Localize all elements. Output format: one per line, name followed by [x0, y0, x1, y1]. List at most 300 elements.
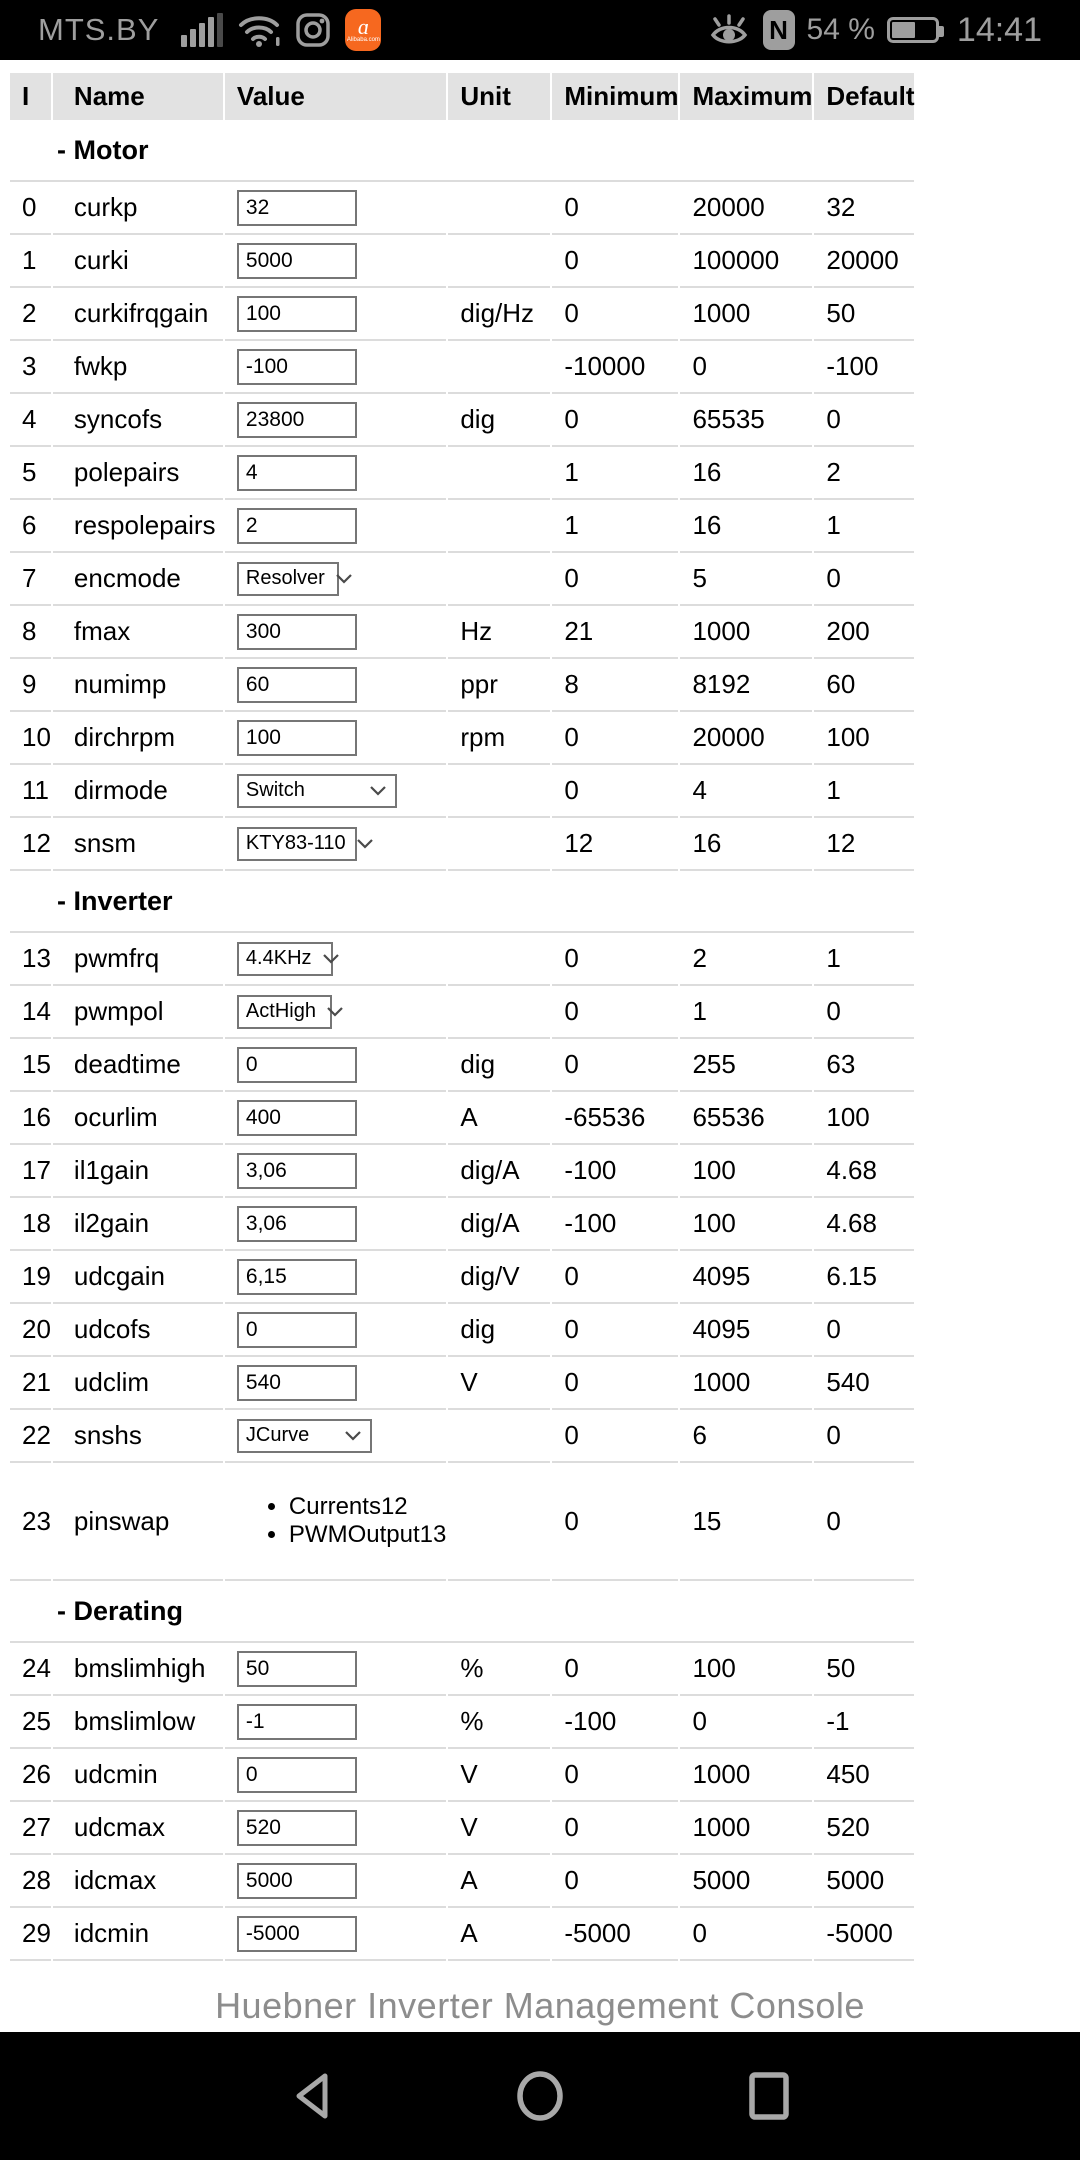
param-unit: Hz	[448, 606, 550, 659]
param-row	[10, 235, 914, 288]
param-minimum: 0	[552, 1855, 678, 1908]
param-row	[10, 818, 914, 871]
param-unit: dig	[448, 1304, 550, 1357]
param-maximum: 16	[680, 818, 812, 871]
param-unit	[448, 1410, 550, 1463]
param-name: numimp	[53, 659, 223, 712]
param-value-cell	[225, 447, 446, 500]
fmax-input[interactable]	[237, 614, 357, 650]
param-row	[10, 553, 914, 606]
param-maximum: 4	[680, 765, 812, 818]
respolepairs-input[interactable]	[237, 508, 357, 544]
param-maximum: 5000	[680, 1855, 812, 1908]
param-row	[10, 447, 914, 500]
param-row	[10, 933, 914, 986]
param-value-cell	[225, 1463, 446, 1581]
snsm-select[interactable]	[237, 827, 357, 861]
param-default: 50	[814, 1643, 914, 1696]
param-maximum: 65535	[680, 394, 812, 447]
chevron-down-icon	[335, 573, 353, 584]
param-value-cell	[225, 933, 446, 986]
select-value: ActHigh	[245, 1000, 316, 1023]
param-value-cell	[225, 1145, 446, 1198]
param-name: bmslimhigh	[53, 1643, 223, 1696]
param-default: 2	[814, 447, 914, 500]
param-row	[10, 1908, 914, 1961]
udcmax-input[interactable]	[237, 1810, 357, 1846]
chevron-down-icon	[322, 953, 340, 964]
param-name: curkp	[53, 182, 223, 235]
param-row	[10, 500, 914, 553]
pinswap-flag-list	[237, 1493, 446, 1549]
param-row	[10, 1802, 914, 1855]
recents-icon[interactable]	[747, 2071, 791, 2121]
param-minimum: 12	[552, 818, 678, 871]
param-unit: V	[448, 1749, 550, 1802]
param-row	[10, 288, 914, 341]
param-name: idcmin	[53, 1908, 223, 1961]
param-row	[10, 1463, 914, 1581]
param-minimum: 0	[552, 1410, 678, 1463]
select-value: Resolver	[245, 567, 325, 590]
param-index: 3	[10, 341, 51, 394]
param-name: snsm	[53, 818, 223, 871]
param-index: 16	[10, 1092, 51, 1145]
deadtime-input[interactable]	[237, 1047, 357, 1083]
param-unit	[448, 818, 550, 871]
param-index: 14	[10, 986, 51, 1039]
section-row	[10, 120, 914, 182]
param-maximum: 4095	[680, 1251, 812, 1304]
param-minimum: 0	[552, 1251, 678, 1304]
param-default: 5000	[814, 1855, 914, 1908]
param-name: dirchrpm	[53, 712, 223, 765]
il2gain-input[interactable]	[237, 1206, 357, 1242]
param-unit	[448, 933, 550, 986]
param-minimum: 0	[552, 933, 678, 986]
curkp-input[interactable]	[237, 190, 357, 226]
bmslimhigh-input[interactable]	[237, 1651, 357, 1687]
select-value: KTY83-110	[245, 832, 346, 855]
param-value-cell	[225, 765, 446, 818]
param-index: 25	[10, 1696, 51, 1749]
chevron-down-icon	[369, 785, 387, 796]
param-value-cell	[225, 500, 446, 553]
curki-input[interactable]	[237, 243, 357, 279]
param-name: udclim	[53, 1357, 223, 1410]
param-name: respolepairs	[53, 500, 223, 553]
column-header-i: I	[10, 73, 51, 120]
param-minimum: 0	[552, 235, 678, 288]
param-row	[10, 1304, 914, 1357]
param-index: 5	[10, 447, 51, 500]
param-maximum: 15	[680, 1463, 812, 1581]
param-unit: V	[448, 1357, 550, 1410]
param-index: 20	[10, 1304, 51, 1357]
param-maximum: 1000	[680, 1357, 812, 1410]
param-name: pinswap	[53, 1463, 223, 1581]
param-minimum: -100	[552, 1145, 678, 1198]
param-minimum: 0	[552, 394, 678, 447]
param-default: -5000	[814, 1908, 914, 1961]
section-row	[10, 871, 914, 933]
param-value-cell	[225, 1357, 446, 1410]
param-maximum: 16	[680, 500, 812, 553]
param-name: udcofs	[53, 1304, 223, 1357]
column-header-value: Value	[225, 73, 446, 120]
param-index: 9	[10, 659, 51, 712]
param-index: 19	[10, 1251, 51, 1304]
param-name: bmslimlow	[53, 1696, 223, 1749]
param-index: 22	[10, 1410, 51, 1463]
param-minimum: -100	[552, 1696, 678, 1749]
param-index: 18	[10, 1198, 51, 1251]
param-default: 100	[814, 712, 914, 765]
param-maximum: 255	[680, 1039, 812, 1092]
param-unit: dig/V	[448, 1251, 550, 1304]
param-minimum: -5000	[552, 1908, 678, 1961]
param-unit	[448, 765, 550, 818]
param-default: 60	[814, 659, 914, 712]
param-unit: V	[448, 1802, 550, 1855]
idcmax-input[interactable]	[237, 1863, 357, 1899]
section-header: - Derating	[10, 1581, 914, 1643]
param-row	[10, 1749, 914, 1802]
param-unit: A	[448, 1855, 550, 1908]
param-row	[10, 659, 914, 712]
param-unit: ppr	[448, 659, 550, 712]
param-index: 15	[10, 1039, 51, 1092]
param-row	[10, 1039, 914, 1092]
param-maximum: 1	[680, 986, 812, 1039]
chevron-down-icon	[344, 1430, 362, 1441]
param-maximum: 100	[680, 1145, 812, 1198]
param-maximum: 100	[680, 1643, 812, 1696]
param-default: 1	[814, 500, 914, 553]
param-maximum: 5	[680, 553, 812, 606]
clock-label: 14:41	[956, 10, 1042, 49]
param-default: 1	[814, 933, 914, 986]
param-row	[10, 1696, 914, 1749]
param-index: 8	[10, 606, 51, 659]
idcmin-input[interactable]	[237, 1916, 357, 1952]
param-default: 4.68	[814, 1198, 914, 1251]
udcofs-input[interactable]	[237, 1312, 357, 1348]
param-minimum: 0	[552, 1643, 678, 1696]
param-name: ocurlim	[53, 1092, 223, 1145]
param-value-cell	[225, 182, 446, 235]
param-index: 29	[10, 1908, 51, 1961]
param-value-cell	[225, 1696, 446, 1749]
param-unit: dig/A	[448, 1198, 550, 1251]
param-index: 4	[10, 394, 51, 447]
param-default: 540	[814, 1357, 914, 1410]
param-minimum: 0	[552, 1039, 678, 1092]
snshs-select[interactable]	[237, 1419, 372, 1453]
param-value-cell	[225, 1304, 446, 1357]
battery-percent-label: 54 %	[806, 13, 875, 46]
param-unit: A	[448, 1092, 550, 1145]
param-index: 0	[10, 182, 51, 235]
param-name: il2gain	[53, 1198, 223, 1251]
param-default: 0	[814, 1463, 914, 1581]
param-name: polepairs	[53, 447, 223, 500]
param-unit: dig	[448, 1039, 550, 1092]
param-minimum: 0	[552, 553, 678, 606]
param-index: 11	[10, 765, 51, 818]
curkifrqgain-input[interactable]	[237, 296, 357, 332]
param-row	[10, 1855, 914, 1908]
param-default: 520	[814, 1802, 914, 1855]
chevron-down-icon	[356, 838, 374, 849]
param-row	[10, 1145, 914, 1198]
param-unit	[448, 447, 550, 500]
numimp-input[interactable]	[237, 667, 357, 703]
param-default: 50	[814, 288, 914, 341]
select-value: JCurve	[245, 1424, 310, 1447]
param-minimum: 21	[552, 606, 678, 659]
param-name: syncofs	[53, 394, 223, 447]
column-header-default: Default	[814, 73, 914, 120]
param-name: udcmax	[53, 1802, 223, 1855]
param-value-cell	[225, 659, 446, 712]
param-minimum: -100	[552, 1198, 678, 1251]
encmode-select[interactable]	[237, 562, 339, 596]
param-value-cell	[225, 986, 446, 1039]
param-name: pwmfrq	[53, 933, 223, 986]
status-bar	[0, 0, 1080, 60]
param-minimum: 0	[552, 182, 678, 235]
param-name: snshs	[53, 1410, 223, 1463]
param-value-cell	[225, 1908, 446, 1961]
param-index: 27	[10, 1802, 51, 1855]
param-index: 10	[10, 712, 51, 765]
param-minimum: 0	[552, 1463, 678, 1581]
home-icon[interactable]	[515, 2071, 565, 2121]
param-maximum: 4095	[680, 1304, 812, 1357]
param-default: -1	[814, 1696, 914, 1749]
param-minimum: 0	[552, 712, 678, 765]
nfc-icon: N	[763, 10, 795, 50]
wifi-icon	[237, 11, 281, 49]
param-name: il1gain	[53, 1145, 223, 1198]
param-default: 200	[814, 606, 914, 659]
param-name: udcmin	[53, 1749, 223, 1802]
pwmfrq-select[interactable]	[237, 942, 333, 976]
param-value-cell	[225, 1410, 446, 1463]
param-value-cell	[225, 818, 446, 871]
fwkp-input[interactable]	[237, 349, 357, 385]
param-minimum: -65536	[552, 1092, 678, 1145]
param-row	[10, 606, 914, 659]
column-header-unit: Unit	[448, 73, 550, 120]
param-value-cell	[225, 341, 446, 394]
param-name: curki	[53, 235, 223, 288]
dirmode-select[interactable]	[237, 774, 397, 808]
param-name: fmax	[53, 606, 223, 659]
param-default: 100	[814, 1092, 914, 1145]
param-default: 4.68	[814, 1145, 914, 1198]
column-header-name: Name	[53, 73, 223, 120]
list-item: • PWMOutput13	[289, 1521, 446, 1549]
param-default: 450	[814, 1749, 914, 1802]
param-value-cell	[225, 1251, 446, 1304]
param-name: pwmpol	[53, 986, 223, 1039]
param-default: 0	[814, 986, 914, 1039]
column-header-minimum: Minimum	[552, 73, 678, 120]
param-minimum: 0	[552, 1802, 678, 1855]
section-header: - Motor	[10, 120, 914, 182]
param-index: 1	[10, 235, 51, 288]
param-maximum: 20000	[680, 182, 812, 235]
param-value-cell	[225, 606, 446, 659]
param-name: fwkp	[53, 341, 223, 394]
param-value-cell	[225, 1092, 446, 1145]
param-default: 0	[814, 553, 914, 606]
il1gain-input[interactable]	[237, 1153, 357, 1189]
carrier-label: MTS.BY	[38, 12, 160, 47]
param-maximum: 1000	[680, 606, 812, 659]
param-minimum: 0	[552, 986, 678, 1039]
param-value-cell	[225, 712, 446, 765]
udcgain-input[interactable]	[237, 1259, 357, 1295]
param-unit: rpm	[448, 712, 550, 765]
param-value-cell	[225, 1198, 446, 1251]
param-name: udcgain	[53, 1251, 223, 1304]
param-index: 24	[10, 1643, 51, 1696]
param-value-cell	[225, 1643, 446, 1696]
param-value-cell	[225, 553, 446, 606]
polepairs-input[interactable]	[237, 455, 357, 491]
param-value-cell	[225, 394, 446, 447]
param-minimum: 0	[552, 288, 678, 341]
udcmin-input[interactable]	[237, 1757, 357, 1793]
param-row	[10, 712, 914, 765]
param-default: -100	[814, 341, 914, 394]
pwmpol-select[interactable]	[237, 995, 332, 1029]
section-row	[10, 1581, 914, 1643]
param-unit	[448, 986, 550, 1039]
param-maximum: 20000	[680, 712, 812, 765]
param-row	[10, 1251, 914, 1304]
instagram-icon	[295, 12, 331, 48]
select-value: 4.4KHz	[245, 947, 312, 970]
param-name: dirmode	[53, 765, 223, 818]
param-default: 0	[814, 1410, 914, 1463]
param-maximum: 1000	[680, 1749, 812, 1802]
param-minimum: 1	[552, 500, 678, 553]
param-maximum: 8192	[680, 659, 812, 712]
page-content	[0, 60, 1080, 2032]
param-maximum: 100000	[680, 235, 812, 288]
param-index: 6	[10, 500, 51, 553]
section-header: - Inverter	[10, 871, 914, 933]
param-default: 12	[814, 818, 914, 871]
param-maximum: 100	[680, 1198, 812, 1251]
param-unit	[448, 235, 550, 288]
param-maximum: 0	[680, 1696, 812, 1749]
param-value-cell	[225, 1855, 446, 1908]
param-maximum: 1000	[680, 288, 812, 341]
param-minimum: -10000	[552, 341, 678, 394]
select-value: Switch	[245, 779, 305, 802]
param-unit: %	[448, 1643, 550, 1696]
param-maximum: 65536	[680, 1092, 812, 1145]
dirchrpm-input[interactable]	[237, 720, 357, 756]
param-maximum: 16	[680, 447, 812, 500]
param-unit: dig	[448, 394, 550, 447]
eye-comfort-icon	[707, 11, 751, 49]
param-name: deadtime	[53, 1039, 223, 1092]
param-index: 17	[10, 1145, 51, 1198]
param-minimum: 1	[552, 447, 678, 500]
udclim-input[interactable]	[237, 1365, 357, 1401]
param-unit	[448, 553, 550, 606]
param-default: 20000	[814, 235, 914, 288]
param-value-cell	[225, 1749, 446, 1802]
param-index: 28	[10, 1855, 51, 1908]
signal-strength-icon	[181, 13, 223, 47]
syncofs-input[interactable]	[237, 402, 357, 438]
param-row	[10, 1357, 914, 1410]
param-row	[10, 1092, 914, 1145]
param-default: 32	[814, 182, 914, 235]
param-row	[10, 986, 914, 1039]
param-index: 12	[10, 818, 51, 871]
param-index: 21	[10, 1357, 51, 1410]
param-unit	[448, 1463, 550, 1581]
param-unit	[448, 341, 550, 394]
param-name: curkifrqgain	[53, 288, 223, 341]
param-maximum: 0	[680, 1908, 812, 1961]
param-name: encmode	[53, 553, 223, 606]
param-minimum: 8	[552, 659, 678, 712]
alibaba-app-icon: ɑ Alibaba.com	[345, 9, 381, 51]
param-row	[10, 182, 914, 235]
param-row	[10, 1643, 914, 1696]
parameters-table	[8, 73, 916, 1961]
android-nav-bar	[0, 2032, 1080, 2160]
param-index: 26	[10, 1749, 51, 1802]
bmslimlow-input[interactable]	[237, 1704, 357, 1740]
param-value-cell	[225, 1039, 446, 1092]
battery-icon	[887, 17, 939, 43]
param-default: 63	[814, 1039, 914, 1092]
ocurlim-input[interactable]	[237, 1100, 357, 1136]
param-index: 23	[10, 1463, 51, 1581]
param-default: 0	[814, 1304, 914, 1357]
param-maximum: 1000	[680, 1802, 812, 1855]
param-name: idcmax	[53, 1855, 223, 1908]
param-row	[10, 341, 914, 394]
back-icon[interactable]	[289, 2071, 333, 2121]
param-maximum: 0	[680, 341, 812, 394]
param-unit: %	[448, 1696, 550, 1749]
param-index: 2	[10, 288, 51, 341]
param-value-cell	[225, 1802, 446, 1855]
column-header-maximum: Maximum	[680, 73, 812, 120]
param-unit: A	[448, 1908, 550, 1961]
param-default: 1	[814, 765, 914, 818]
chevron-down-icon	[326, 1006, 344, 1017]
table-header-row	[10, 73, 914, 120]
page-title: Huebner Inverter Management Console	[215, 1985, 865, 2026]
param-index: 13	[10, 933, 51, 986]
param-minimum: 0	[552, 1304, 678, 1357]
param-unit: dig/A	[448, 1145, 550, 1198]
param-value-cell	[225, 235, 446, 288]
param-maximum: 6	[680, 1410, 812, 1463]
